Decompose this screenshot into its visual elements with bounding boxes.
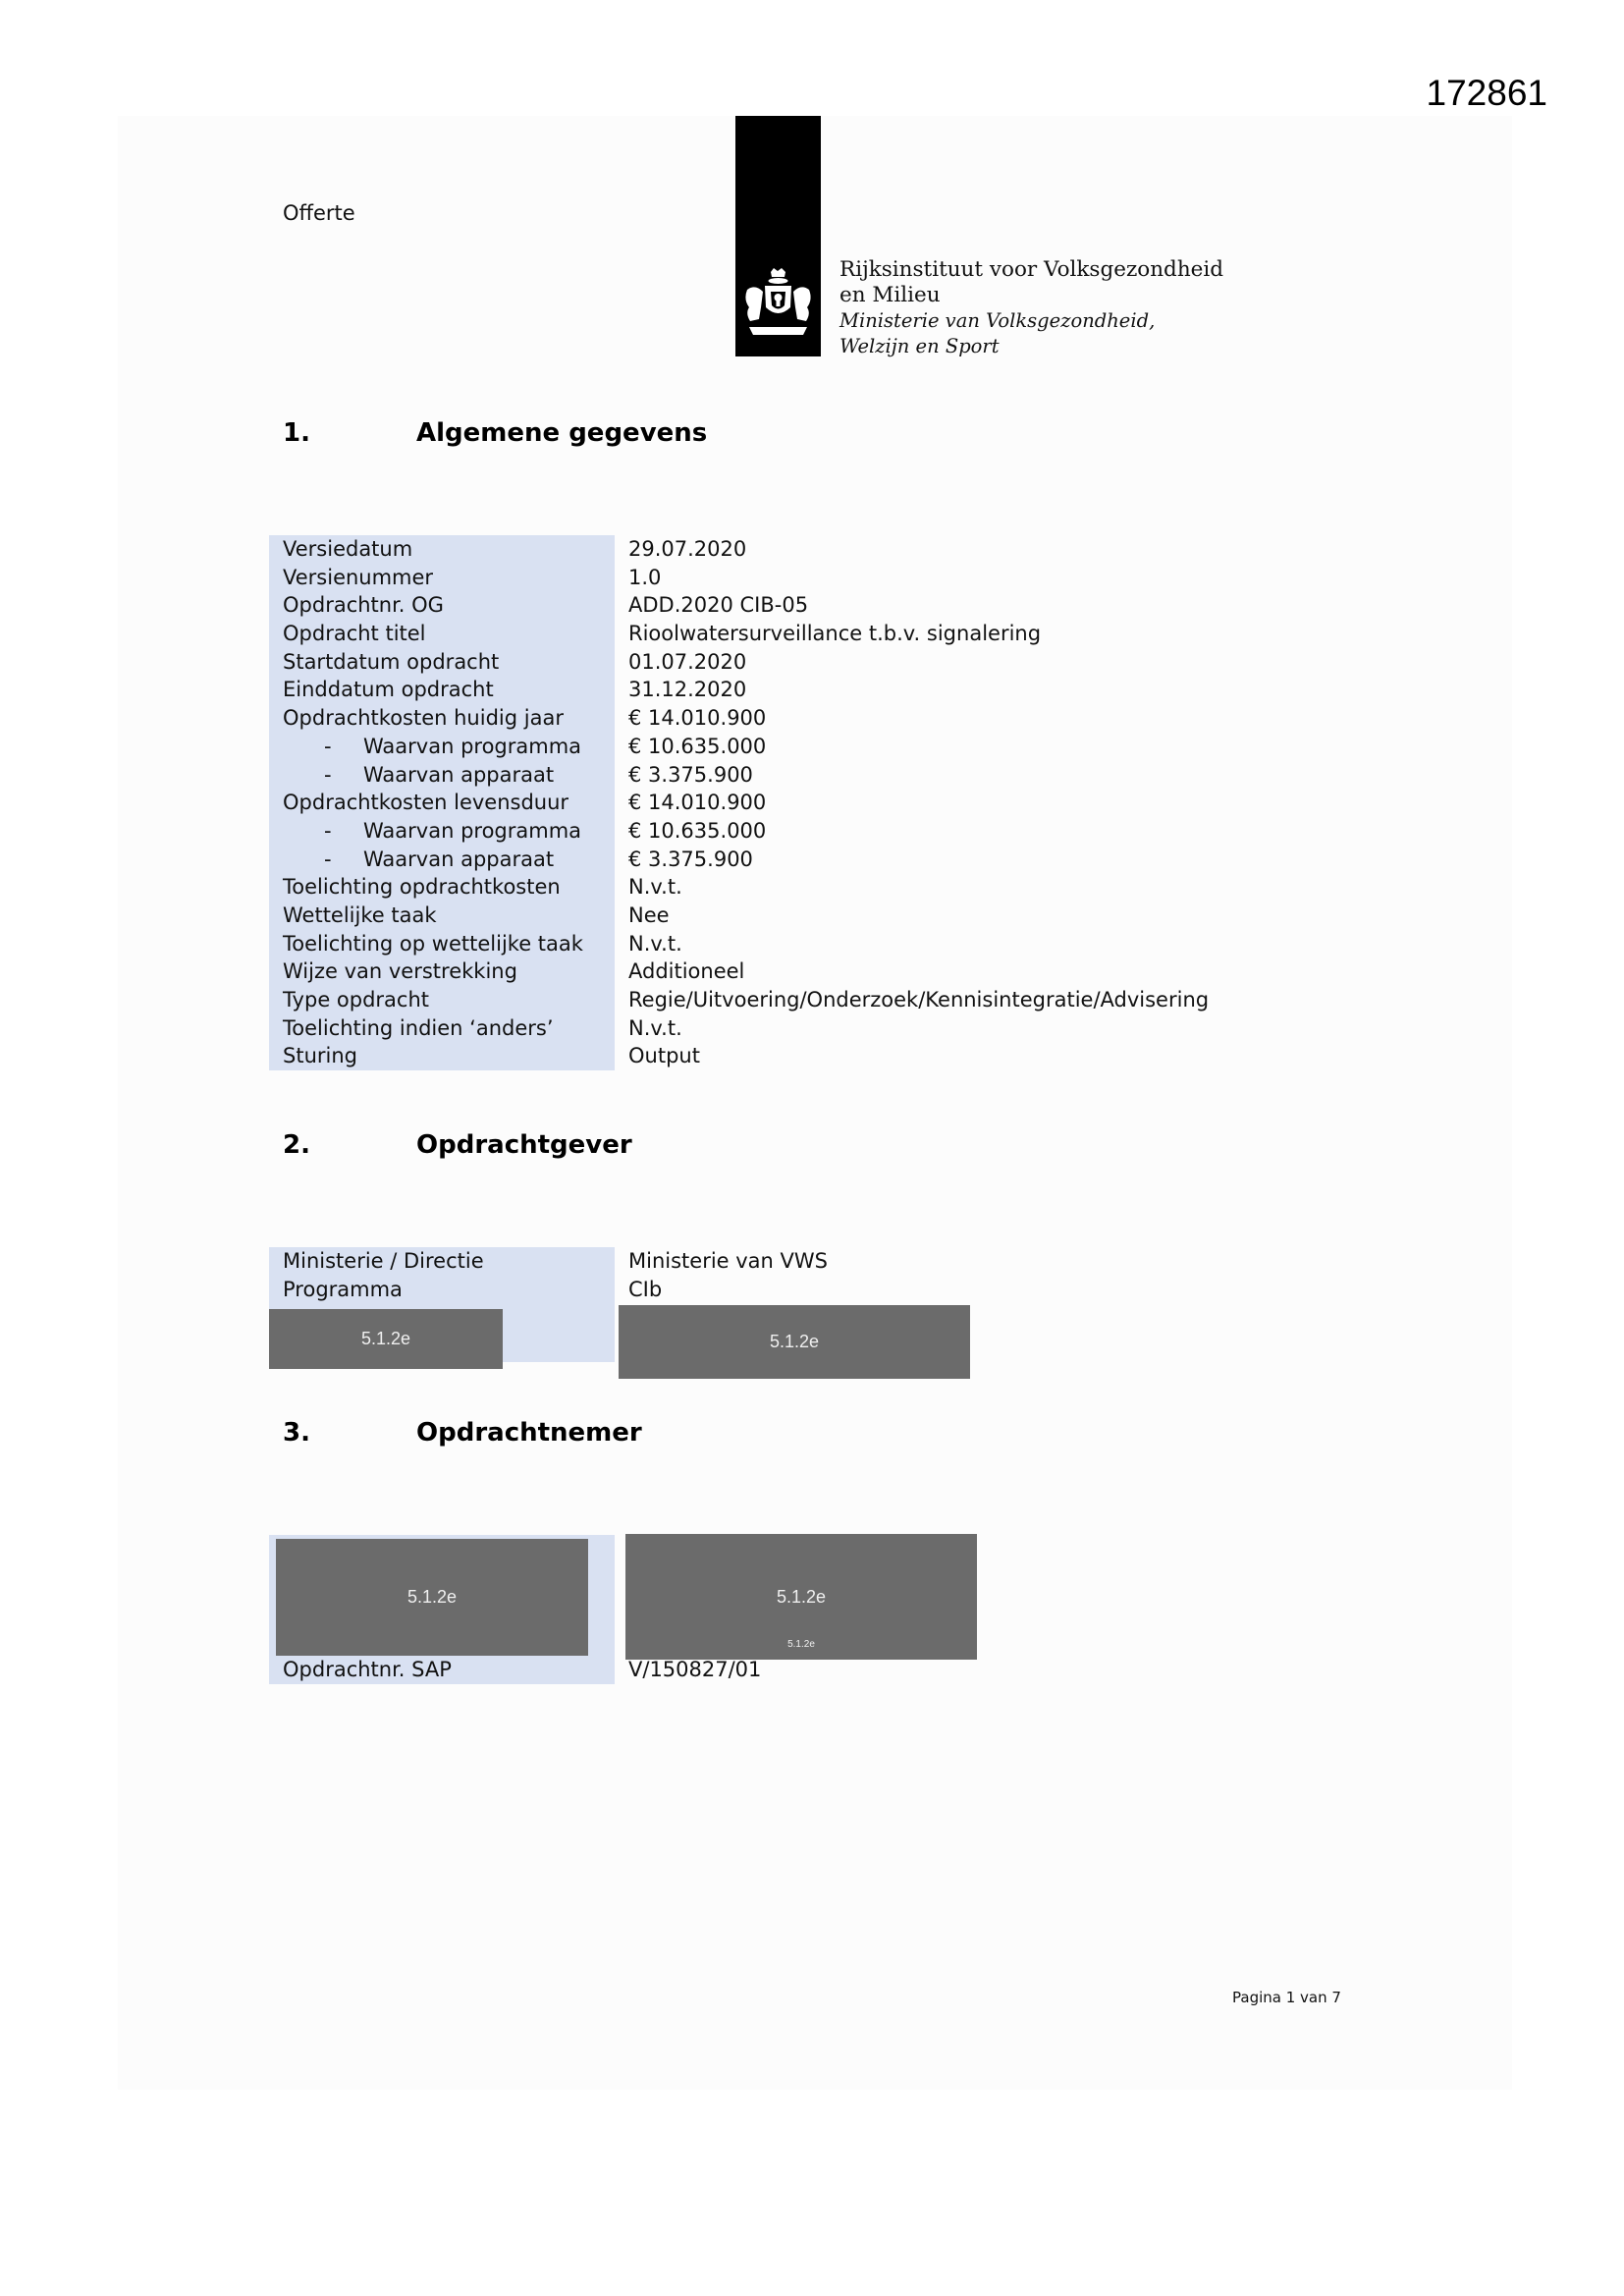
row-label	[269, 704, 615, 733]
row-label-text: Ministerie / Directie	[283, 1249, 484, 1273]
redaction-block: 5.1.2e 5.1.2e	[625, 1534, 977, 1660]
row-label	[269, 1276, 615, 1304]
row-label-text: Opdrachtkosten levensduur	[283, 791, 569, 815]
row-label	[269, 986, 615, 1014]
row-label	[269, 846, 615, 874]
row-label-text: Opdrachtnr. OG	[283, 593, 444, 618]
row-label-text: Waarvan apparaat	[363, 847, 555, 871]
row-label-text: Opdracht titel	[283, 622, 426, 646]
row-value: Regie/Uitvoering/Onderzoek/Kennisintegratie/Advisering	[628, 988, 1210, 1011]
section-number: 1.	[283, 418, 310, 448]
row-label-text: Wettelijke taak	[283, 902, 437, 927]
row-label-text: Versiedatum	[283, 537, 413, 561]
row-value: € 14.010.900	[628, 706, 767, 731]
row-label-text: Wijze van verstrekking	[283, 959, 517, 984]
table-row	[269, 789, 1209, 817]
section-client-heading	[283, 1130, 632, 1160]
section-title: Opdrachtnemer	[416, 1418, 642, 1448]
row-value: V/150827/01	[628, 1658, 762, 1681]
client-data-table	[269, 1247, 828, 1303]
document-id: 172861	[1426, 73, 1547, 113]
table-row	[269, 564, 1209, 592]
row-value: ADD.2020 CIB-05	[628, 593, 809, 618]
row-label	[269, 676, 615, 704]
redaction-block: 5.1.2e	[269, 1309, 503, 1369]
row-value: 01.07.2020	[628, 649, 747, 674]
table-row	[269, 986, 1209, 1014]
row-label	[269, 535, 615, 564]
bullet-dash: -	[324, 818, 332, 843]
row-value: € 14.010.900	[628, 791, 767, 815]
row-label-text: Waarvan programma	[363, 818, 582, 843]
table-row	[269, 846, 1209, 874]
table-row	[269, 1014, 1209, 1043]
row-label-text: Einddatum opdracht	[283, 678, 494, 702]
row-value: € 10.635.000	[628, 818, 767, 843]
row-label	[269, 648, 615, 677]
row-value: Nee	[628, 902, 670, 927]
table-row	[269, 761, 1209, 790]
general-data-table	[269, 535, 1209, 1070]
row-value: € 3.375.900	[628, 762, 753, 787]
row-label	[269, 902, 615, 930]
section-number: 2.	[283, 1130, 310, 1160]
row-value: Rioolwatersurveillance t.b.v. signalering	[628, 622, 1042, 646]
bullet-dash: -	[324, 734, 332, 758]
ministry-line2: Welzijn en Sport	[839, 335, 1000, 357]
row-label	[269, 957, 615, 986]
government-logo	[735, 116, 821, 356]
row-value: N.v.t.	[628, 931, 682, 956]
table-row	[269, 535, 1209, 564]
section-number: 3.	[283, 1418, 310, 1448]
table-row	[269, 817, 1209, 846]
document-page	[118, 116, 1512, 2090]
row-label-text: Waarvan programma	[363, 734, 582, 758]
row-value: € 10.635.000	[628, 734, 767, 758]
row-label-text: Opdrachtnr. SAP	[283, 1658, 452, 1681]
table-row	[269, 873, 1209, 902]
table-row	[269, 902, 1209, 930]
row-label	[269, 564, 615, 592]
row-value: N.v.t.	[628, 875, 682, 900]
row-value: Additioneel	[628, 959, 745, 984]
bullet-dash: -	[324, 847, 332, 871]
row-value: CIb	[628, 1277, 663, 1301]
table-row	[269, 704, 1209, 733]
redaction-code-small: 5.1.2e	[787, 1639, 815, 1650]
table-row	[269, 1247, 828, 1276]
table-row	[269, 620, 1209, 648]
row-label-text: Startdatum opdracht	[283, 649, 500, 674]
section-title: Opdrachtgever	[416, 1130, 632, 1160]
row-label-text: Toelichting opdrachtkosten	[283, 875, 561, 900]
row-label	[269, 1247, 615, 1276]
row-label	[269, 1014, 615, 1043]
row-label	[269, 620, 615, 648]
row-label	[269, 789, 615, 817]
row-label	[269, 591, 615, 620]
table-row	[269, 1276, 828, 1304]
table-row	[269, 733, 1209, 761]
org-name-line2: en Milieu	[839, 283, 941, 307]
row-label	[269, 1042, 615, 1070]
row-value: 31.12.2020	[628, 678, 747, 702]
row-label	[269, 873, 615, 902]
row-value: Ministerie van VWS	[628, 1249, 828, 1273]
document-type: Offerte	[283, 201, 355, 225]
row-label	[269, 930, 615, 958]
row-label-text: Toelichting op wettelijke taak	[283, 931, 583, 956]
table-row	[269, 591, 1209, 620]
org-name-line1: Rijksinstituut voor Volksgezondheid	[839, 257, 1224, 282]
row-value: 29.07.2020	[628, 537, 747, 561]
table-row	[269, 957, 1209, 986]
row-label-text: Sturing	[283, 1044, 357, 1068]
row-label-text: Type opdracht	[283, 988, 430, 1011]
row-value: 1.0	[628, 565, 662, 589]
crest-icon	[741, 268, 815, 337]
row-label	[269, 1656, 615, 1684]
row-label-text: Toelichting indien ‘anders’	[283, 1015, 554, 1040]
row-value: N.v.t.	[628, 1015, 682, 1040]
row-label	[269, 733, 615, 761]
row-label-text: Opdrachtkosten huidig jaar	[283, 706, 564, 731]
section-contractor-heading	[283, 1418, 642, 1448]
section-title: Algemene gegevens	[416, 418, 708, 448]
page-number: Pagina 1 van 7	[1232, 1989, 1341, 2006]
row-value: Output	[628, 1044, 700, 1068]
ministry-line1: Ministerie van Volksgezondheid,	[839, 309, 1156, 332]
table-row	[269, 676, 1209, 704]
table-row	[269, 930, 1209, 958]
table-row	[269, 648, 1209, 677]
contractor-data-table	[269, 1656, 761, 1684]
organization-name	[839, 257, 1223, 359]
table-row	[269, 1042, 1209, 1070]
row-label-text: Versienummer	[283, 565, 434, 589]
table-row	[269, 1656, 761, 1684]
section-general-heading	[283, 418, 707, 448]
row-label	[269, 817, 615, 846]
bullet-dash: -	[324, 762, 332, 787]
row-label-text: Waarvan apparaat	[363, 762, 555, 787]
row-label-text: Programma	[283, 1277, 403, 1301]
row-label	[269, 761, 615, 790]
redaction-block: 5.1.2e	[619, 1305, 970, 1379]
row-value: € 3.375.900	[628, 847, 753, 871]
redaction-block: 5.1.2e	[276, 1539, 588, 1656]
